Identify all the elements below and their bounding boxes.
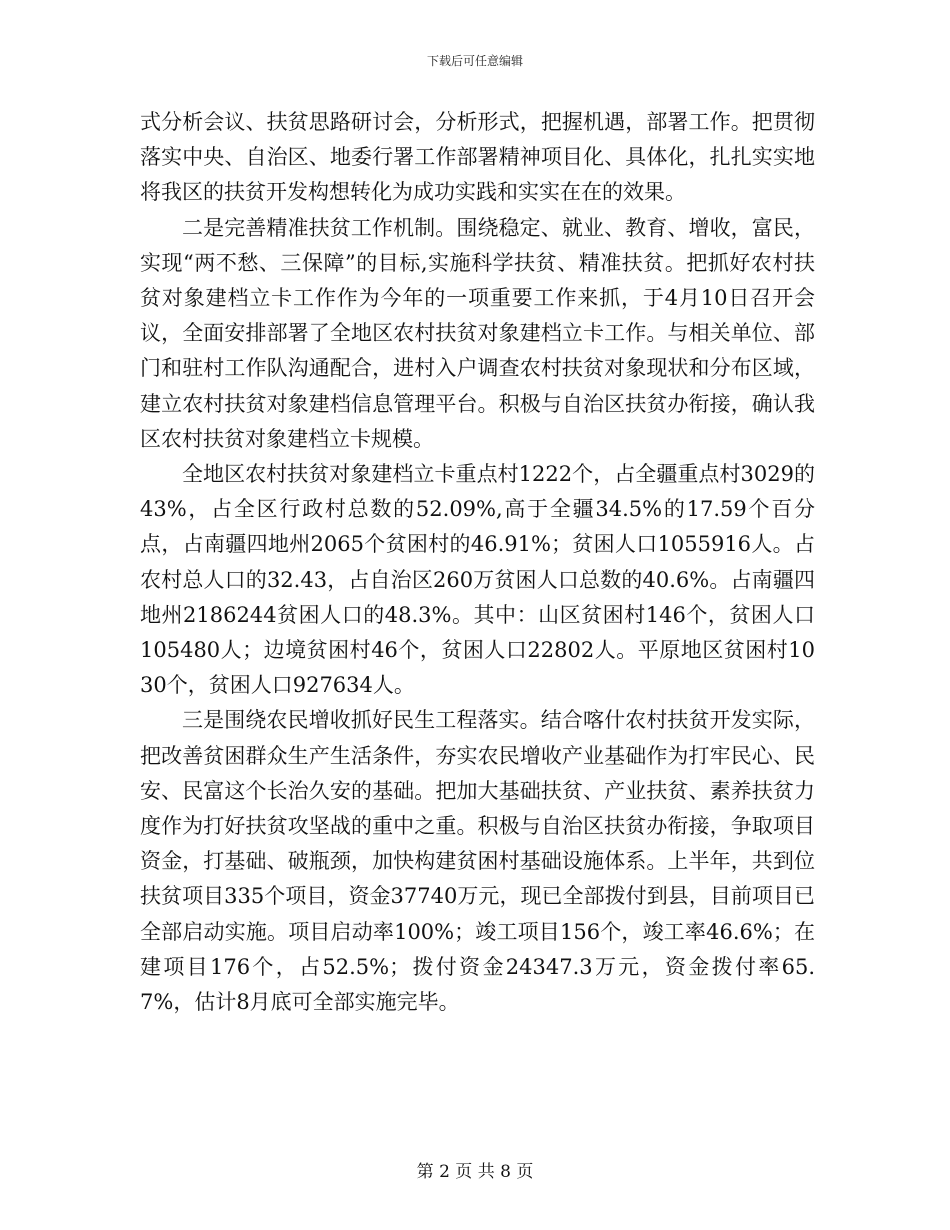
header-note: 下载后可任意编辑 [426,54,523,68]
document-body [140,105,815,1020]
paragraph-continuation: 式分析会议、扶贫思路研讨会，分析形式，把握机遇，部署工作。把贯彻落实中央、自治区、地委行署工作部署精神项目化、具体化，扎扎实实地将我区的扶贫开发构想转化为成功实践和实实在在的效果。 [140,110,815,205]
paragraph-mechanism: 二是完善精准扶贫工作机制。围绕稳定、就业、教育、增收，富民，实现“两不愁、三保障”的目标,实施科学扶贫、精准扶贫。把抓好农村扶贫对象建档立卡工作作为今年的一项重要工作来抓，于4月10日召开会议，全面安排部署了全地区农村扶贫对象建档立卡工作。与相关单位、部门和驻村工作队沟通配合，进村入户调查农村扶贫对象现状和分布区域，建立农村扶贫对象建档信息管理平台。积极与自治区扶贫办衔接，确认我区农村扶贫对象建档立卡规模。 [140,215,815,451]
paragraph-statistics: 全地区农村扶贫对象建档立卡重点村1222个，占全疆重点村3029的43%，占全区行政村总数的52.09%,高于全疆34.5%的17.59个百分点，占南疆四地州2065个贫困村的46.91%；贫困人口1055916人。占农村总人口的32.43，占自治区260万贫困人口总数的40.6%。占南疆四地州2186244贫困人口的48.3%。其中：山区贫困村146个，贫困人口105480人；边境贫困村46个，贫困人口22802人。平原地区贫困村1030个，贫困人口927634人。 [140,462,815,698]
page-number: 第 2 页 共 8 页 [416,1162,534,1182]
paragraph-livelihood: 三是围绕农民增收抓好民生工程落实。结合喀什农村扶贫开发实际，把改善贫困群众生产生活条件，夯实农民增收产业基础作为打牢民心、民安、民富这个长治久安的基础。把加大基础扶贫、产业扶贫、素养扶贫力度作为打好扶贫攻坚战的重中之重。积极与自治区扶贫办衔接，争取项目资金，打基础、破瓶颈，加快构建贫困村基础设施体系。上半年，共到位扶贫项目335个项目，资金37740万元，现已全部拨付到县，目前项目已全部启动实施。项目启动率100%；竣工项目156个，竣工率46.6%；在建项目176个，占52.5%；拨付资金24347.3万元，资金拨付率65.7%，估计8月底可全部实施完毕。 [140,708,815,1015]
